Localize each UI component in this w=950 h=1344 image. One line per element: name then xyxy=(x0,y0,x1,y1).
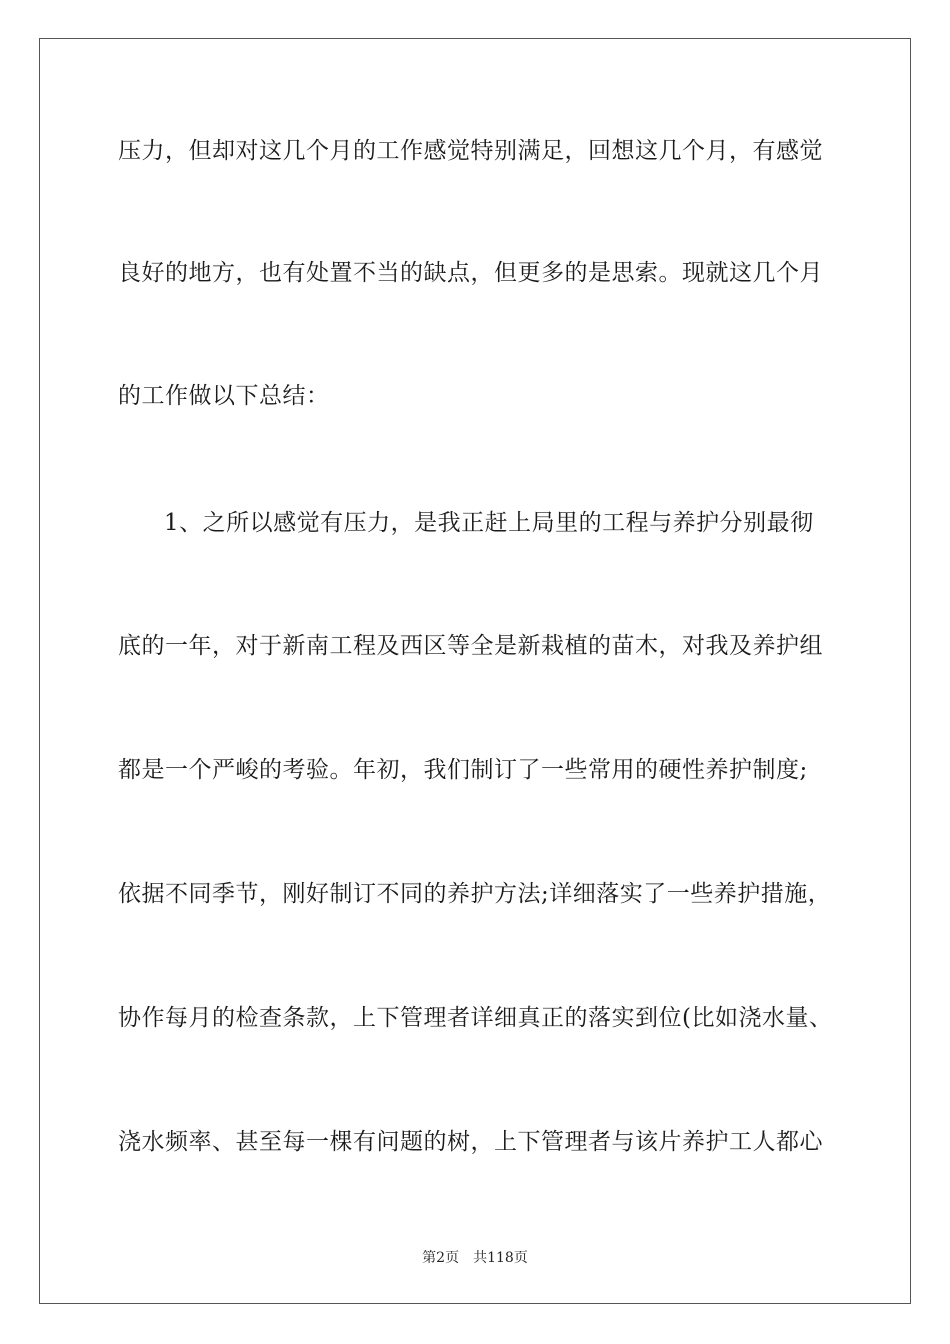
page-number: 第2页 xyxy=(422,1250,460,1266)
text-line-2: 良好的地方，也有处置不当的缺点，但更多的是思索。现就这几个月 xyxy=(118,260,823,286)
page-footer xyxy=(0,1247,950,1267)
text-line-4: 1、之所以感觉有压力，是我正赶上局里的工程与养护分别最彻 xyxy=(164,510,814,536)
text-line-5: 底的一年，对于新南工程及西区等全是新栽植的苗木，对我及养护组 xyxy=(118,633,823,659)
text-line-3: 的工作做以下总结： xyxy=(118,383,330,409)
text-line-1: 压力，但却对这几个月的工作感觉特别满足，回想这几个月，有感觉 xyxy=(118,138,823,164)
text-line-8: 协作每月的检查条款，上下管理者详细真正的落实到位(比如浇水量、 xyxy=(118,1005,833,1031)
text-line-7: 依据不同季节，刚好制订不同的养护方法;详细落实了一些养护措施， xyxy=(118,881,832,907)
page-frame xyxy=(39,38,911,1304)
total-pages: 共118页 xyxy=(473,1250,528,1266)
text-line-6: 都是一个严峻的考验。年初，我们制订了一些常用的硬性养护制度; xyxy=(118,757,808,783)
text-line-9: 浇水频率、甚至每一棵有问题的树，上下管理者与该片养护工人都心 xyxy=(118,1129,823,1155)
